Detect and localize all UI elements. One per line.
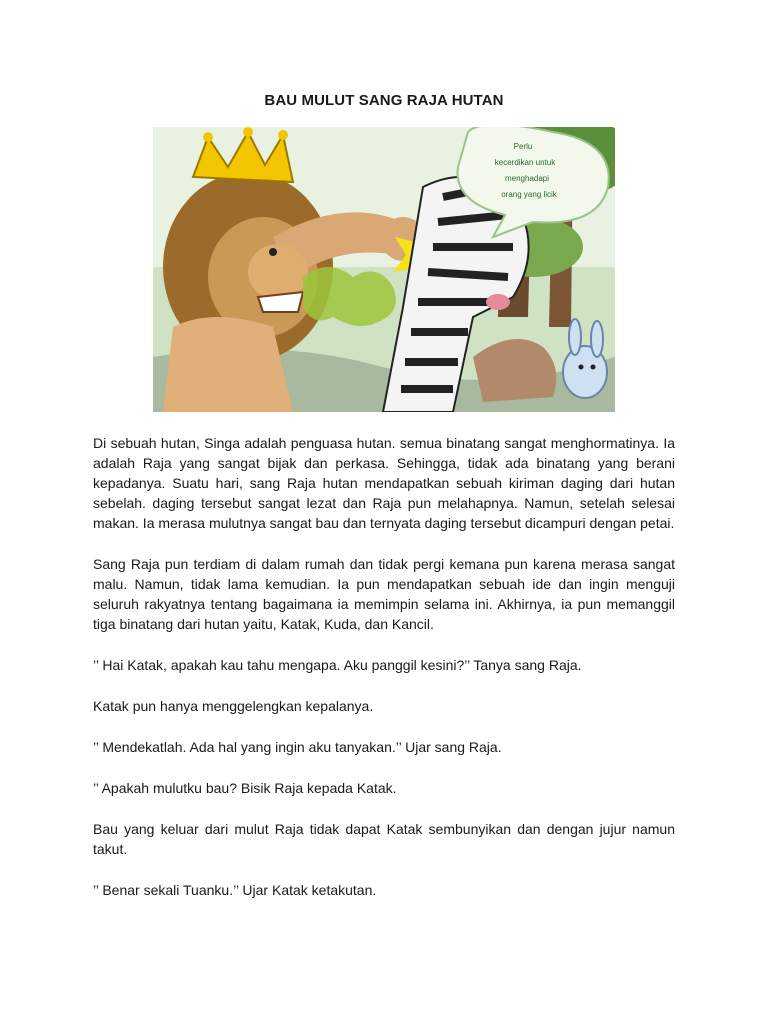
dialogue-king-question: ’’ Hai Katak, apakah kau tahu mengapa. Aku panggil kesini?’’ Tanya sang Raja. <box>93 657 582 673</box>
paragraph-idea: Sang Raja pun terdiam di dalam rumah dan tidak pergi kemana pun karena merasa sangat malu. Namun, tidak lama kemudian. Ia pun mendapatkan sebuah ide dan ingin menguji seluruh rakyatnya tentang bagaimana ia memimpin selama ini. Akhirnya, ia pun memanggil tiga binatang dari hutan yaitu, Katak, Kuda, dan Kancil. <box>93 556 675 632</box>
dialogue-frog-answer: ’’ Benar sekali Tuanku.’’ Ujar Katak ketakutan. <box>93 882 377 898</box>
speech-line-4: orang yang licik <box>501 190 557 199</box>
speech-line-2: kecerdikan untuk <box>494 158 556 167</box>
story-illustration <box>153 127 615 412</box>
speech-line-1: Perlu <box>513 142 533 151</box>
dialogue-come-closer: ’’ Mendekatlah. Ada hal yang ingin aku tanyakan.’’ Ujar sang Raja. <box>93 739 502 755</box>
story-title: BAU MULUT SANG RAJA HUTAN <box>264 92 504 109</box>
illustration-lion-zebra <box>153 127 615 412</box>
speech-line-3: menghadapi <box>504 174 550 183</box>
paragraph-intro: Di sebuah hutan, Singa adalah penguasa hutan. semua binatang sangat menghormatinya. Ia adalah Raja yang sangat bijak dan perkasa. Sehingga, tidak ada binatang yang berani kepadanya. Suatu hari, sang Raja hutan mendapatkan sebuah kiriman daging dari hutan sebelah. daging tersebut sangat lezat dan Raja pun melahapnya. Namun, setelah selesai makan. Ia merasa mulutnya sangat bau dan ternyata daging tersebut dicampuri dengan petai. <box>93 435 675 531</box>
story-body <box>93 433 675 921</box>
paragraph-frog-shakes-head: Katak pun hanya menggelengkan kepalanya. <box>93 698 374 714</box>
dialogue-whisper: ’’ Apakah mulutku bau? Bisik Raja kepada Katak. <box>93 780 397 796</box>
paragraph-frog-honest: Bau yang keluar dari mulut Raja tidak dapat Katak sembunyikan dan dengan jujur namun takut. <box>93 821 675 857</box>
